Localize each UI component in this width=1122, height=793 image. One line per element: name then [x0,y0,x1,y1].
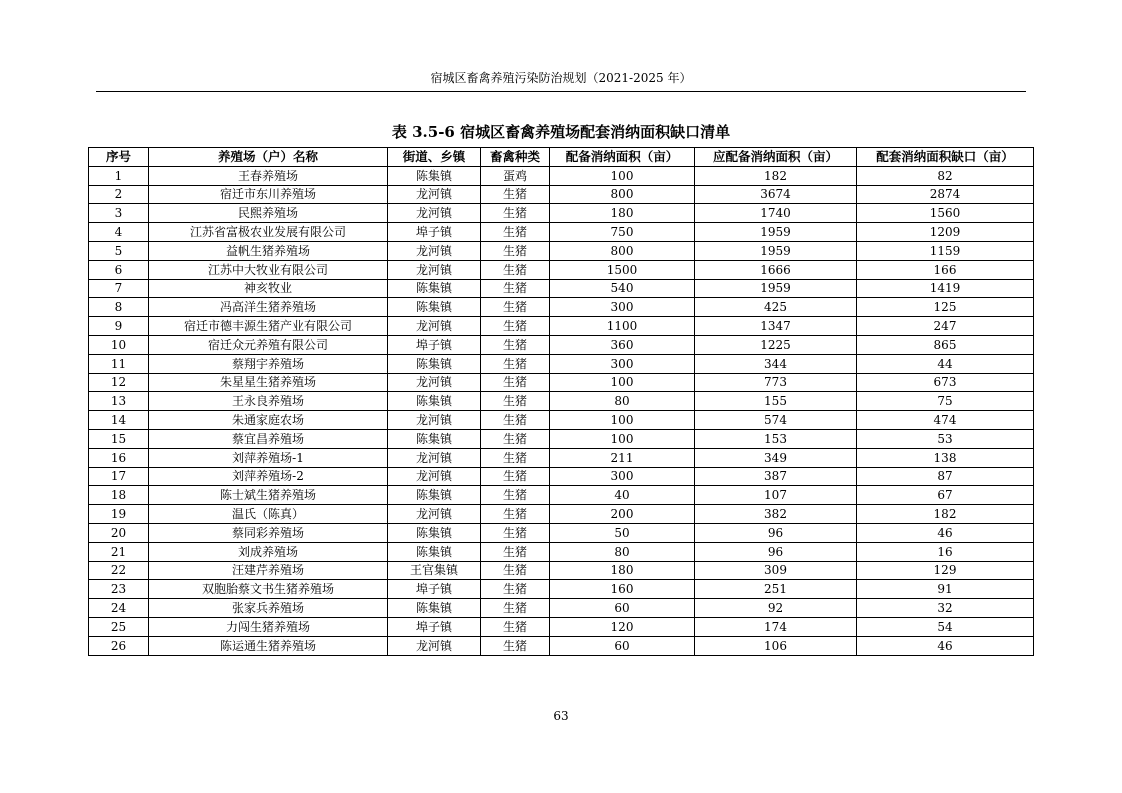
table-cell: 埠子镇 [388,580,481,599]
table-cell: 蛋鸡 [481,166,550,185]
table-cell: 生猪 [481,279,550,298]
table-cell: 1209 [857,223,1034,242]
table-row [89,580,1034,599]
table-cell: 生猪 [481,411,550,430]
table-cell: 60 [550,599,695,618]
table-cell: 张家兵养殖场 [149,599,388,618]
table-cell: 14 [89,411,149,430]
table-cell: 75 [857,392,1034,411]
table-cell: 龙河镇 [388,185,481,204]
table-row [89,166,1034,185]
table-cell: 46 [857,636,1034,655]
table-cell: 双胞胎蔡文书生猪养殖场 [149,580,388,599]
table-cell: 80 [550,392,695,411]
table-cell: 23 [89,580,149,599]
table-cell: 129 [857,561,1034,580]
table-cell: 800 [550,241,695,260]
table-cell: 3 [89,204,149,223]
column-header: 序号 [89,148,149,167]
table-cell: 生猪 [481,448,550,467]
table-cell: 生猪 [481,335,550,354]
table-cell: 32 [857,599,1034,618]
table-cell: 153 [695,429,857,448]
table-cell: 18 [89,486,149,505]
table-cell: 5 [89,241,149,260]
table-cell: 387 [695,467,857,486]
table-cell: 生猪 [481,486,550,505]
table-cell: 蔡翔宇养殖场 [149,354,388,373]
table-row [89,317,1034,336]
table-cell: 91 [857,580,1034,599]
table-row [89,505,1034,524]
table-row [89,411,1034,430]
table-row [89,335,1034,354]
table-cell: 4 [89,223,149,242]
table-cell: 陈集镇 [388,542,481,561]
table-cell: 3674 [695,185,857,204]
table-cell: 11 [89,354,149,373]
table-cell: 刘萍养殖场-2 [149,467,388,486]
table-cell: 生猪 [481,561,550,580]
table-cell: 陈集镇 [388,354,481,373]
table-cell: 刘成养殖场 [149,542,388,561]
table-cell: 750 [550,223,695,242]
table-cell: 埠子镇 [388,335,481,354]
table-row [89,298,1034,317]
table-cell: 生猪 [481,429,550,448]
table-header-row [89,148,1034,167]
data-table [88,147,1034,656]
table-cell: 生猪 [481,298,550,317]
table-row [89,542,1034,561]
table-cell: 王永良养殖场 [149,392,388,411]
table-cell: 1159 [857,241,1034,260]
table-cell: 100 [550,429,695,448]
table-cell: 生猪 [481,617,550,636]
table-cell: 生猪 [481,317,550,336]
table-row [89,429,1034,448]
table-cell: 生猪 [481,354,550,373]
table-cell: 生猪 [481,580,550,599]
table-cell: 22 [89,561,149,580]
table-cell: 8 [89,298,149,317]
table-cell: 344 [695,354,857,373]
table-cell: 生猪 [481,223,550,242]
table-cell: 王春养殖场 [149,166,388,185]
table-cell: 龙河镇 [388,448,481,467]
table-cell: 力闯生猪养殖场 [149,617,388,636]
table-cell: 1959 [695,241,857,260]
table-cell: 673 [857,373,1034,392]
table-cell: 10 [89,335,149,354]
table-cell: 蔡宜昌养殖场 [149,429,388,448]
table-cell: 汪建芹养殖场 [149,561,388,580]
table-cell: 生猪 [481,241,550,260]
table-cell: 江苏中大牧业有限公司 [149,260,388,279]
table-cell: 1666 [695,260,857,279]
table-cell: 16 [89,448,149,467]
table-cell: 300 [550,298,695,317]
table-title: 表 3.5-6 宿城区畜禽养殖场配套消纳面积缺口清单 [391,123,731,141]
table-cell: 360 [550,335,695,354]
table-cell: 陈集镇 [388,392,481,411]
table-row [89,523,1034,542]
table-cell: 155 [695,392,857,411]
table-cell: 蔡同彩养殖场 [149,523,388,542]
table-cell: 24 [89,599,149,618]
table-cell: 1419 [857,279,1034,298]
column-header: 应配备消纳面积（亩） [695,148,857,167]
table-cell: 50 [550,523,695,542]
column-header: 畜禽种类 [481,148,550,167]
table-cell: 龙河镇 [388,317,481,336]
table-row [89,636,1034,655]
table-cell: 生猪 [481,599,550,618]
table-cell: 刘萍养殖场-1 [149,448,388,467]
table-cell: 龙河镇 [388,411,481,430]
table-cell: 425 [695,298,857,317]
table-cell: 107 [695,486,857,505]
table-cell: 96 [695,542,857,561]
table-cell: 82 [857,166,1034,185]
table-cell: 19 [89,505,149,524]
table-row [89,373,1034,392]
running-header: 宿城区畜禽养殖污染防治规划（2021-2025 年） [430,71,692,85]
table-cell: 陈集镇 [388,429,481,448]
table-body [89,166,1034,655]
table-cell: 120 [550,617,695,636]
table-cell: 江苏省富极农业发展有限公司 [149,223,388,242]
table-cell: 民熙养殖场 [149,204,388,223]
table-row [89,241,1034,260]
table-cell: 陈集镇 [388,486,481,505]
table-cell: 1347 [695,317,857,336]
table-cell: 106 [695,636,857,655]
table-cell: 生猪 [481,636,550,655]
table-cell: 朱通家庭农场 [149,411,388,430]
table-cell: 冯高洋生猪养殖场 [149,298,388,317]
table-cell: 生猪 [481,523,550,542]
table-cell: 182 [695,166,857,185]
table-cell: 宿迁众元养殖有限公司 [149,335,388,354]
table-cell: 92 [695,599,857,618]
table-cell: 生猪 [481,185,550,204]
table-cell: 67 [857,486,1034,505]
table-cell: 1959 [695,223,857,242]
table-cell: 53 [857,429,1034,448]
table-cell: 96 [695,523,857,542]
table-cell: 865 [857,335,1034,354]
table-cell: 17 [89,467,149,486]
table-cell: 龙河镇 [388,636,481,655]
table-cell: 80 [550,542,695,561]
table-cell: 44 [857,354,1034,373]
table-cell: 46 [857,523,1034,542]
table-cell: 陈运通生猪养殖场 [149,636,388,655]
table-cell: 16 [857,542,1034,561]
table-cell: 龙河镇 [388,373,481,392]
table-cell: 陈集镇 [388,298,481,317]
table-cell: 6 [89,260,149,279]
table-cell: 100 [550,166,695,185]
table-cell: 神亥牧业 [149,279,388,298]
table-row [89,467,1034,486]
table-cell: 生猪 [481,505,550,524]
table-cell: 温氏（陈真） [149,505,388,524]
table-cell: 800 [550,185,695,204]
table-cell: 陈集镇 [388,166,481,185]
table-cell: 100 [550,373,695,392]
table-cell: 宿迁市东川养殖场 [149,185,388,204]
table-cell: 180 [550,204,695,223]
table-cell: 1100 [550,317,695,336]
table-cell: 300 [550,354,695,373]
table-cell: 247 [857,317,1034,336]
table-row [89,223,1034,242]
table-cell: 龙河镇 [388,505,481,524]
table-cell: 300 [550,467,695,486]
table-row [89,448,1034,467]
table-cell: 13 [89,392,149,411]
table-cell: 160 [550,580,695,599]
table-cell: 1225 [695,335,857,354]
table-cell: 20 [89,523,149,542]
table-row [89,599,1034,618]
table-row [89,185,1034,204]
table-cell: 1959 [695,279,857,298]
table-cell: 龙河镇 [388,204,481,223]
header-divider [96,91,1026,92]
table-row [89,486,1034,505]
column-header: 配备消纳面积（亩） [550,148,695,167]
table-cell: 生猪 [481,392,550,411]
table-cell: 21 [89,542,149,561]
table-cell: 349 [695,448,857,467]
table-cell: 60 [550,636,695,655]
table-cell: 574 [695,411,857,430]
table-cell: 540 [550,279,695,298]
table-cell: 182 [857,505,1034,524]
column-header: 配套消纳面积缺口（亩） [857,148,1034,167]
table-row [89,617,1034,636]
table-cell: 1500 [550,260,695,279]
table-cell: 龙河镇 [388,467,481,486]
table-cell: 生猪 [481,260,550,279]
page-number: 63 [553,709,569,723]
table-cell: 朱星星生猪养殖场 [149,373,388,392]
table-cell: 25 [89,617,149,636]
table-cell: 87 [857,467,1034,486]
table-cell: 7 [89,279,149,298]
table-cell: 138 [857,448,1034,467]
table-cell: 100 [550,411,695,430]
table-cell: 陈集镇 [388,279,481,298]
table-cell: 474 [857,411,1034,430]
table-cell: 26 [89,636,149,655]
table-cell: 382 [695,505,857,524]
table-cell: 陈集镇 [388,523,481,542]
table-cell: 309 [695,561,857,580]
column-header: 养殖场（户）名称 [149,148,388,167]
table-row [89,561,1034,580]
table-cell: 2 [89,185,149,204]
table-cell: 埠子镇 [388,617,481,636]
table-cell: 251 [695,580,857,599]
table-row [89,354,1034,373]
table-cell: 174 [695,617,857,636]
table-cell: 12 [89,373,149,392]
table-cell: 166 [857,260,1034,279]
table-cell: 54 [857,617,1034,636]
table-cell: 龙河镇 [388,260,481,279]
table-cell: 益帆生猪养殖场 [149,241,388,260]
table-cell: 王官集镇 [388,561,481,580]
table-cell: 773 [695,373,857,392]
table-cell: 1 [89,166,149,185]
table-cell: 15 [89,429,149,448]
table-cell: 埠子镇 [388,223,481,242]
table-row [89,204,1034,223]
column-header: 街道、乡镇 [388,148,481,167]
table-cell: 生猪 [481,542,550,561]
table-cell: 生猪 [481,467,550,486]
table-row [89,392,1034,411]
table-cell: 200 [550,505,695,524]
table-cell: 宿迁市德丰源生猪产业有限公司 [149,317,388,336]
table-cell: 180 [550,561,695,580]
table-cell: 陈集镇 [388,599,481,618]
table-cell: 1560 [857,204,1034,223]
table-cell: 125 [857,298,1034,317]
table-cell: 9 [89,317,149,336]
table-cell: 2874 [857,185,1034,204]
table-cell: 陈士斌生猪养殖场 [149,486,388,505]
table-cell: 211 [550,448,695,467]
table-cell: 生猪 [481,373,550,392]
table-cell: 生猪 [481,204,550,223]
table-row [89,260,1034,279]
table-cell: 龙河镇 [388,241,481,260]
table-cell: 1740 [695,204,857,223]
table-row [89,279,1034,298]
table-cell: 40 [550,486,695,505]
